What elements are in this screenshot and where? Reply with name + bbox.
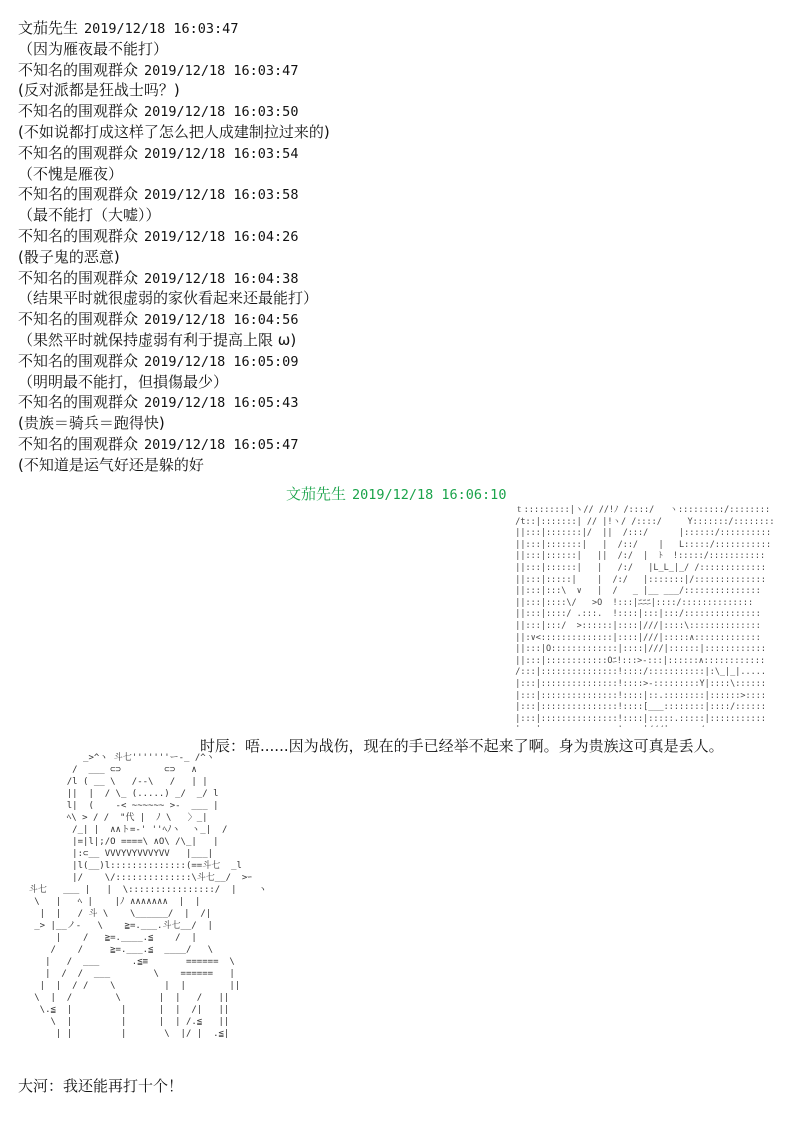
poster-name: 不知名的围观群众 [18, 185, 139, 204]
post-time: 2019/12/18 16:03:47 [144, 62, 299, 79]
poster-name: 文茄先生 [18, 19, 79, 37]
message-text: (不知道是运气好还是躲的好 [18, 455, 204, 474]
post-time: 2019/12/18 16:05:09 [144, 353, 299, 370]
message-meta [18, 143, 788, 164]
poster-name: 不知名的围观群众 [18, 268, 139, 287]
message-meta [18, 309, 788, 330]
host-post-time: 2019/12/18 16:06:10 [352, 487, 507, 503]
message-text: （果然平时就保持虚弱有利于提高上限 ω) [18, 330, 297, 349]
message-meta [18, 60, 788, 81]
message-meta [18, 18, 788, 39]
dialogue-line-b: 大河：我还能再打十个！ [18, 1077, 184, 1095]
message-text: （最不能打（大嘘）） [18, 206, 161, 225]
message-meta [18, 392, 788, 413]
ascii-art-illustration-b: _>^ヽ 斗七'''''''ー-_ /^ヽ / ___ ⊂⊃ ⊂⊃ ∧ /l ( __ \ /--\ / | | || | / \_ (.....) _/ _/ l l| ( -< ~~~~~~ >- ___ | ﾍ\ > / / "代 | ﾉ \ 〉_| /_| | ∧∧ト=-' ''ﾍﾉヽ ヽ_| / |=|l|;/O ====\ ∧O\ /\_| | |:⊂__ VVVYVYVVVYVV |___| |l(__)l::::::::::::::(==斗七 _l |/ \/::::::::::::::\斗七__/ >ｰ 斗七 ___ | | \::::::::::::::::/ | ヽ \ | ﾍ | |ﾉ ∧∧∧∧∧∧∧ | | | | / 斗 \ \______/ | /| _> |__ノ- \ ≧=.___.斗七__/ | | / ≧=.____.≦ / | / / ≧=.___.≦ ____/ \ | / ___ .≦≡ ====== \ | / / ___ \ ====== | | | / / \ | | || \ | / \ | | / || \.≦ | | | | /| || \ | | | | /.≦ || | | | \ |/ | .≦| [28, 753, 268, 1039]
poster-name: 不知名的围观群众 [18, 393, 139, 412]
poster-name: 不知名的围观群众 [18, 351, 139, 370]
message-text: （结果平时就很虚弱的家伙看起来还最能打） [18, 289, 319, 308]
post-time: 2019/12/18 16:03:50 [144, 104, 299, 121]
post-time: 2019/12/18 16:04:38 [144, 270, 299, 287]
message-meta [18, 268, 788, 289]
poster-name: 不知名的围观群众 [18, 434, 139, 453]
message-meta [18, 434, 788, 455]
post-time: 2019/12/18 16:03:54 [144, 145, 299, 162]
message-text: (贵族＝骑兵＝跑得快) [18, 414, 165, 433]
poster-name: 不知名的围观群众 [18, 143, 139, 162]
post-time: 2019/12/18 16:05:47 [144, 436, 299, 453]
chat-log [18, 18, 788, 476]
message-text: (不如说都打成这样了怎么把人成建制拉过来的) [18, 122, 330, 141]
post-time: 2019/12/18 16:05:43 [144, 395, 299, 412]
poster-name: 不知名的围观群众 [18, 226, 139, 245]
message-text: (反对派都是狂战士吗？) [18, 81, 180, 100]
message-text: （不愧是雁夜） [18, 164, 124, 183]
dialogue-line-a: 时辰：唔......因为战伤，现在的手已经举不起来了啊。身为贵族这可真是丢人。 [200, 737, 724, 755]
poster-name: 不知名的围观群众 [18, 102, 139, 121]
post-time: 2019/12/18 16:03:47 [84, 21, 239, 37]
message-meta [18, 184, 788, 205]
host-name: 文茄先生 [286, 485, 347, 503]
message-text: （因为雁夜最不能打） [18, 39, 169, 58]
message-meta [18, 226, 788, 247]
message-text: (骰子鬼的恶意) [18, 247, 120, 266]
message-meta [18, 351, 788, 372]
post-time: 2019/12/18 16:04:56 [144, 312, 299, 329]
host-post-meta [286, 483, 506, 504]
message-meta [18, 101, 788, 122]
poster-name: 不知名的围观群众 [18, 60, 139, 79]
poster-name: 不知名的围观群众 [18, 310, 139, 329]
ascii-art-illustration-a: ｔ:::::::::|ヽ// //!ﾉ /::::/ ヽ:::::::::/:::::::: /t::|:::::::| // |!ヽ/ /::::/ Y:::::::/:::::::: ||:::|:::::::|/ || /:::/ |::::::/:::::::::: ||:::|:::::::| | /::/ | L:::::/::::::::::: ||:::|::::::| || /:/ | ﾄ !:::::/::::::::::: ||:::|::::::| | /:/ |L_L_|_/ /::::::::::::: ||:::|:::::| | /:/ |:::::::|/:::::::::::::: ||:::|:::\ ∨ | / _ |__ ___/::::::::::::::: ||:::|::::\/ >O !:::|ﾆﾆﾆ|::::/:::::::::::::: ||:::|::::/ .:::. !::::|:::|:::/::::::::::::::: ||:::|:::/ >::::::|::::|///|::::\:::::::::::::: ||:∨<::::::::::::::|::::|///|:::::∧::::::::::::: ||:::|O:::::::::::::|::::|///|::::::|:::::::::::: ||:::|::::::::::::Oﾆ!:::>-:::|::::::∧:::::::::::: /:::|:::::::::::::::!::::/:::::::::::|:\_|_|..... |:::|:::::::::::::::!::::>-:::::::::Y|::::\:::::: |:::|:::::::::::::::!::::|::.::::::::|::::::>:::: |:::|:::::::::::::::!::::[___::::::::|::::/:::::: |:::|:::::::::::::::!::::|:::::.:::::|::::::::::: [515, 505, 775, 724]
post-time: 2019/12/18 16:04:26 [144, 228, 299, 245]
message-text: （明明最不能打，但損傷最少） [18, 372, 229, 391]
post-time: 2019/12/18 16:03:58 [144, 187, 299, 204]
